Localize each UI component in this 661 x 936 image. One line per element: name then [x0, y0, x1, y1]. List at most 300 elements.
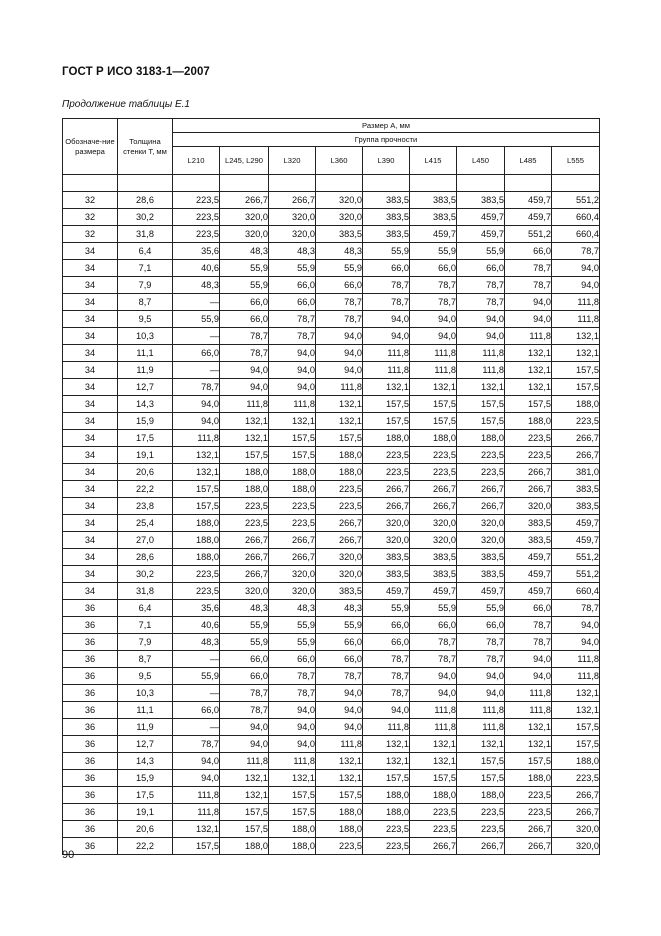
size-value-cell: 157,5	[316, 787, 363, 804]
size-designation-cell: 36	[63, 770, 118, 787]
size-value-cell: 55,9	[316, 617, 363, 634]
size-value-cell: 383,5	[410, 192, 457, 209]
size-value-cell: 132,1	[410, 736, 457, 753]
size-value-cell: 66,0	[363, 634, 410, 651]
size-value-cell: 132,1	[457, 379, 505, 396]
size-value-cell: 266,7	[269, 549, 316, 566]
size-value-cell: 94,0	[173, 396, 220, 413]
document-title: ГОСТ Р ИСО 3183-1—2007	[62, 66, 210, 78]
size-value-cell: 551,2	[552, 192, 600, 209]
size-value-cell: 459,7	[457, 226, 505, 243]
size-value-cell: 55,9	[220, 634, 269, 651]
size-value-cell: 35,6	[173, 600, 220, 617]
wall-thickness-cell: 31,8	[118, 583, 173, 600]
size-value-cell: 132,1	[316, 413, 363, 430]
header-size: Размер А, мм	[173, 119, 600, 133]
size-value-cell: 223,5	[457, 447, 505, 464]
wall-thickness-cell: 23,8	[118, 498, 173, 515]
size-value-cell: 188,0	[269, 821, 316, 838]
header-strength-group: Группа прочности	[173, 133, 600, 147]
size-value-cell: 35,6	[173, 243, 220, 260]
size-value-cell: 111,8	[552, 668, 600, 685]
size-value-cell: 188,0	[220, 464, 269, 481]
size-value-cell: 320,0	[316, 209, 363, 226]
size-value-cell: 40,6	[173, 260, 220, 277]
size-value-cell: 94,0	[269, 736, 316, 753]
size-value-cell: 132,1	[457, 736, 505, 753]
size-value-cell: 66,0	[363, 260, 410, 277]
size-value-cell: 223,5	[410, 804, 457, 821]
size-value-cell: 66,0	[173, 702, 220, 719]
wall-thickness-cell: 15,9	[118, 413, 173, 430]
size-value-cell: 266,7	[363, 498, 410, 515]
size-value-cell: 223,5	[457, 804, 505, 821]
size-value-cell: 383,5	[552, 481, 600, 498]
size-value-cell: 157,5	[363, 396, 410, 413]
size-value-cell: 383,5	[410, 549, 457, 566]
size-value-cell: 132,1	[173, 447, 220, 464]
size-value-cell: 157,5	[457, 413, 505, 430]
size-value-cell: 66,0	[269, 277, 316, 294]
size-value-cell: 111,8	[505, 702, 552, 719]
size-value-cell: 66,0	[457, 260, 505, 277]
size-value-cell: 320,0	[410, 532, 457, 549]
size-value-cell: 94,0	[220, 362, 269, 379]
size-value-cell: 78,7	[220, 702, 269, 719]
size-value-cell: 132,1	[220, 787, 269, 804]
size-value-cell: 132,1	[269, 770, 316, 787]
size-value-cell: 157,5	[269, 804, 316, 821]
size-value-cell: 459,7	[410, 583, 457, 600]
size-value-cell: 320,0	[269, 566, 316, 583]
table-row	[63, 651, 600, 668]
size-value-cell: 157,5	[552, 736, 600, 753]
wall-thickness-cell: 11,9	[118, 719, 173, 736]
table-row	[63, 192, 600, 209]
size-value-cell: 78,7	[173, 379, 220, 396]
size-value-cell: 55,9	[220, 617, 269, 634]
size-value-cell: 660,4	[552, 209, 600, 226]
size-value-cell: 157,5	[410, 770, 457, 787]
table-row	[63, 243, 600, 260]
size-designation-cell: 32	[63, 226, 118, 243]
wall-thickness-cell: 8,7	[118, 294, 173, 311]
size-value-cell: 188,0	[316, 804, 363, 821]
size-value-cell: 157,5	[269, 430, 316, 447]
size-value-cell: 55,9	[269, 260, 316, 277]
size-value-cell: 94,0	[505, 668, 552, 685]
grade-header: L555	[552, 147, 600, 175]
size-value-cell: 383,5	[410, 566, 457, 583]
table-row	[63, 277, 600, 294]
size-value-cell: 157,5	[505, 396, 552, 413]
size-designation-cell: 36	[63, 617, 118, 634]
size-value-cell: 94,0	[269, 362, 316, 379]
size-value-cell: 320,0	[269, 209, 316, 226]
size-value-cell: 111,8	[410, 345, 457, 362]
size-value-cell: 55,9	[269, 617, 316, 634]
size-value-cell: 94,0	[173, 413, 220, 430]
size-value-cell: 383,5	[363, 209, 410, 226]
table-row	[63, 583, 600, 600]
size-value-cell: 94,0	[220, 736, 269, 753]
wall-thickness-cell: 20,6	[118, 821, 173, 838]
size-value-cell: 111,8	[505, 685, 552, 702]
size-value-cell: 111,8	[363, 719, 410, 736]
size-value-cell: 66,0	[173, 345, 220, 362]
header-thickness: Толщина стенки Т, мм	[118, 119, 173, 175]
size-value-cell: 157,5	[363, 770, 410, 787]
size-value-cell: 94,0	[220, 379, 269, 396]
size-value-cell: 157,5	[457, 753, 505, 770]
wall-thickness-cell: 8,7	[118, 651, 173, 668]
size-value-cell: 55,9	[269, 634, 316, 651]
size-value-cell: 66,0	[220, 311, 269, 328]
size-designation-cell: 34	[63, 260, 118, 277]
size-value-cell: 223,5	[457, 821, 505, 838]
size-value-cell: 266,7	[552, 787, 600, 804]
wall-thickness-cell: 30,2	[118, 566, 173, 583]
size-value-cell: 94,0	[552, 277, 600, 294]
size-value-cell: 266,7	[316, 515, 363, 532]
size-value-cell: 188,0	[505, 413, 552, 430]
size-value-cell: 320,0	[552, 838, 600, 855]
size-value-cell: 132,1	[410, 379, 457, 396]
size-designation-cell: 34	[63, 413, 118, 430]
table-row	[63, 226, 600, 243]
wall-thickness-cell: 7,1	[118, 260, 173, 277]
size-value-cell: 551,2	[552, 549, 600, 566]
size-value-cell: 78,7	[269, 311, 316, 328]
table-row	[63, 634, 600, 651]
size-value-cell: 55,9	[173, 668, 220, 685]
size-value-cell: 266,7	[552, 804, 600, 821]
size-value-cell: 266,7	[457, 838, 505, 855]
size-value-cell: 660,4	[552, 583, 600, 600]
size-designation-cell: 34	[63, 430, 118, 447]
table-row	[63, 770, 600, 787]
size-value-cell: 111,8	[316, 736, 363, 753]
size-value-cell: 111,8	[173, 787, 220, 804]
grade-header: L415	[410, 147, 457, 175]
size-value-cell: 94,0	[316, 685, 363, 702]
size-value-cell: 66,0	[269, 651, 316, 668]
size-designation-cell: 36	[63, 702, 118, 719]
size-value-cell: 94,0	[316, 328, 363, 345]
size-value-cell: 78,7	[410, 651, 457, 668]
table-row	[63, 294, 600, 311]
size-value-cell: 188,0	[363, 430, 410, 447]
wall-thickness-cell: 19,1	[118, 447, 173, 464]
size-designation-cell: 34	[63, 396, 118, 413]
size-value-cell: 266,7	[552, 447, 600, 464]
size-value-cell: 266,7	[316, 532, 363, 549]
table-row	[63, 413, 600, 430]
size-value-cell: 111,8	[363, 362, 410, 379]
table-row	[63, 481, 600, 498]
size-value-cell: 266,7	[269, 192, 316, 209]
table-row	[63, 821, 600, 838]
size-value-cell: 111,8	[220, 396, 269, 413]
size-value-cell: 55,9	[410, 600, 457, 617]
size-value-cell: 157,5	[457, 396, 505, 413]
size-value-cell: 157,5	[173, 481, 220, 498]
size-value-cell: 223,5	[505, 447, 552, 464]
size-value-cell: 66,0	[410, 617, 457, 634]
size-value-cell: 320,0	[220, 209, 269, 226]
table-row	[63, 617, 600, 634]
wall-thickness-cell: 22,2	[118, 838, 173, 855]
wall-thickness-cell: 17,5	[118, 787, 173, 804]
size-value-cell: 132,1	[363, 379, 410, 396]
size-value-cell: 188,0	[220, 838, 269, 855]
size-value-cell: 459,7	[552, 532, 600, 549]
size-value-cell: 132,1	[220, 770, 269, 787]
size-value-cell: 94,0	[410, 685, 457, 702]
size-value-cell: 111,8	[316, 379, 363, 396]
size-value-cell: 132,1	[363, 753, 410, 770]
table-row	[63, 804, 600, 821]
wall-thickness-cell: 20,6	[118, 464, 173, 481]
size-value-cell: 266,7	[410, 498, 457, 515]
size-value-cell: 223,5	[220, 498, 269, 515]
size-designation-cell: 34	[63, 243, 118, 260]
size-value-cell: 55,9	[316, 260, 363, 277]
size-value-cell: 132,1	[316, 396, 363, 413]
size-value-cell: 551,2	[552, 566, 600, 583]
wall-thickness-cell: 7,9	[118, 277, 173, 294]
size-value-cell: 459,7	[552, 515, 600, 532]
size-value-cell: 66,0	[316, 634, 363, 651]
size-designation-cell: 36	[63, 838, 118, 855]
size-designation-cell: 32	[63, 192, 118, 209]
size-designation-cell: 34	[63, 464, 118, 481]
wall-thickness-cell: 17,5	[118, 430, 173, 447]
size-value-cell: 157,5	[410, 413, 457, 430]
size-value-cell: 66,0	[220, 668, 269, 685]
grade-header: L210	[173, 147, 220, 175]
wall-thickness-cell: 25,4	[118, 515, 173, 532]
size-value-cell: 132,1	[505, 736, 552, 753]
size-value-cell: 66,0	[505, 600, 552, 617]
size-value-cell: 111,8	[269, 396, 316, 413]
size-value-cell: 132,1	[220, 413, 269, 430]
size-value-cell: 66,0	[410, 260, 457, 277]
wall-thickness-cell: 28,6	[118, 549, 173, 566]
size-value-cell: 381,0	[552, 464, 600, 481]
size-value-cell: 266,7	[457, 481, 505, 498]
table-row	[63, 260, 600, 277]
table-row	[63, 719, 600, 736]
size-value-cell: 383,5	[410, 209, 457, 226]
size-value-cell: 223,5	[173, 209, 220, 226]
size-value-cell: 78,7	[410, 277, 457, 294]
size-value-cell: 94,0	[316, 719, 363, 736]
size-value-cell: 132,1	[316, 753, 363, 770]
table-caption: Продолжение таблицы Е.1	[62, 99, 190, 110]
size-value-cell: 157,5	[269, 787, 316, 804]
size-designation-cell: 36	[63, 668, 118, 685]
size-value-cell: 66,0	[220, 651, 269, 668]
size-value-cell: 48,3	[269, 600, 316, 617]
size-value-cell: 266,7	[552, 430, 600, 447]
size-value-cell: 132,1	[505, 345, 552, 362]
size-designation-cell: 36	[63, 787, 118, 804]
size-value-cell: 223,5	[410, 464, 457, 481]
wall-thickness-cell: 19,1	[118, 804, 173, 821]
size-value-cell: 94,0	[552, 634, 600, 651]
size-value-cell: 78,7	[269, 685, 316, 702]
size-designation-cell: 34	[63, 532, 118, 549]
size-value-cell: 223,5	[269, 498, 316, 515]
size-value-cell: 266,7	[220, 566, 269, 583]
size-value-cell: 66,0	[457, 617, 505, 634]
size-value-cell: 66,0	[269, 294, 316, 311]
size-value-cell: 111,8	[457, 362, 505, 379]
size-value-cell: 223,5	[220, 515, 269, 532]
size-value-cell: 383,5	[457, 566, 505, 583]
size-value-cell: 78,7	[316, 311, 363, 328]
size-value-cell: 383,5	[505, 532, 552, 549]
size-value-cell: 266,7	[505, 838, 552, 855]
size-value-cell: 383,5	[552, 498, 600, 515]
size-value-cell: 188,0	[316, 464, 363, 481]
size-value-cell: 157,5	[220, 821, 269, 838]
size-value-cell: 660,4	[552, 226, 600, 243]
size-value-cell: 78,7	[410, 634, 457, 651]
size-value-cell: 157,5	[457, 770, 505, 787]
table-row	[63, 668, 600, 685]
size-value-cell: 78,7	[505, 617, 552, 634]
wall-thickness-cell: 10,3	[118, 328, 173, 345]
table-row	[63, 447, 600, 464]
wall-thickness-cell: 6,4	[118, 243, 173, 260]
size-value-cell: 188,0	[269, 481, 316, 498]
size-value-cell: 78,7	[363, 685, 410, 702]
size-value-cell: 320,0	[220, 226, 269, 243]
size-value-cell: 78,7	[316, 668, 363, 685]
size-value-cell: —	[173, 362, 220, 379]
size-value-cell: 78,7	[363, 294, 410, 311]
size-value-cell: 459,7	[505, 192, 552, 209]
size-designation-cell: 34	[63, 481, 118, 498]
grade-header: L360	[316, 147, 363, 175]
size-value-cell: 320,0	[316, 192, 363, 209]
size-value-cell: 94,0	[552, 260, 600, 277]
size-value-cell: 132,1	[552, 328, 600, 345]
size-value-cell: 94,0	[363, 702, 410, 719]
size-value-cell: 320,0	[552, 821, 600, 838]
size-value-cell: 132,1	[505, 362, 552, 379]
table-row	[63, 464, 600, 481]
size-value-cell: 223,5	[316, 481, 363, 498]
wall-thickness-cell: 9,5	[118, 311, 173, 328]
size-value-cell: 266,7	[363, 481, 410, 498]
table-row	[63, 787, 600, 804]
size-value-cell: —	[173, 685, 220, 702]
table-row	[63, 566, 600, 583]
size-value-cell: 320,0	[457, 532, 505, 549]
size-value-cell: 266,7	[220, 192, 269, 209]
size-value-cell: 551,2	[505, 226, 552, 243]
size-value-cell: 48,3	[220, 243, 269, 260]
size-value-cell: 66,0	[220, 294, 269, 311]
size-value-cell: 188,0	[363, 804, 410, 821]
size-value-cell: 266,7	[505, 464, 552, 481]
size-value-cell: 111,8	[269, 753, 316, 770]
size-value-cell: 111,8	[410, 719, 457, 736]
size-designation-cell: 34	[63, 515, 118, 532]
size-designation-cell: 36	[63, 753, 118, 770]
size-value-cell: 223,5	[316, 498, 363, 515]
size-value-cell: 188,0	[316, 821, 363, 838]
size-value-cell: 78,7	[220, 345, 269, 362]
size-value-cell: 48,3	[269, 243, 316, 260]
size-value-cell: 157,5	[220, 447, 269, 464]
size-value-cell: 66,0	[316, 651, 363, 668]
size-value-cell: 188,0	[363, 787, 410, 804]
size-value-cell: 320,0	[410, 515, 457, 532]
size-designation-cell: 34	[63, 566, 118, 583]
size-value-cell: 111,8	[173, 804, 220, 821]
size-value-cell: 55,9	[410, 243, 457, 260]
size-value-cell: 48,3	[173, 634, 220, 651]
size-designation-cell: 32	[63, 209, 118, 226]
size-value-cell: 55,9	[220, 260, 269, 277]
size-value-cell: 188,0	[457, 430, 505, 447]
size-value-cell: 223,5	[363, 464, 410, 481]
size-value-cell: 383,5	[316, 226, 363, 243]
size-designation-cell: 36	[63, 600, 118, 617]
size-value-cell: 66,0	[363, 617, 410, 634]
size-value-cell: 320,0	[505, 498, 552, 515]
table-row	[63, 209, 600, 226]
size-value-cell: 132,1	[552, 685, 600, 702]
size-value-cell: 188,0	[173, 549, 220, 566]
size-value-cell: 157,5	[505, 753, 552, 770]
size-value-cell: 94,0	[316, 702, 363, 719]
table-row	[63, 838, 600, 855]
size-value-cell: 320,0	[363, 532, 410, 549]
size-value-cell: 94,0	[410, 668, 457, 685]
size-value-cell: 266,7	[220, 549, 269, 566]
size-value-cell: 157,5	[552, 719, 600, 736]
pipe-size-table	[62, 118, 600, 855]
size-value-cell: 94,0	[552, 617, 600, 634]
table-row	[63, 498, 600, 515]
grade-header: L450	[457, 147, 505, 175]
size-value-cell: 94,0	[173, 770, 220, 787]
size-value-cell: 188,0	[505, 770, 552, 787]
table-row	[63, 600, 600, 617]
size-value-cell: 55,9	[173, 311, 220, 328]
size-value-cell: 132,1	[220, 430, 269, 447]
size-value-cell: 383,5	[363, 566, 410, 583]
size-value-cell: 266,7	[269, 532, 316, 549]
table-row	[63, 311, 600, 328]
size-value-cell: 94,0	[269, 702, 316, 719]
size-value-cell: 111,8	[505, 328, 552, 345]
wall-thickness-cell: 30,2	[118, 209, 173, 226]
size-designation-cell: 36	[63, 634, 118, 651]
size-value-cell: 223,5	[316, 838, 363, 855]
size-value-cell: 188,0	[552, 753, 600, 770]
size-value-cell: 320,0	[363, 515, 410, 532]
size-value-cell: 48,3	[316, 243, 363, 260]
size-value-cell: 383,5	[363, 549, 410, 566]
size-value-cell: 40,6	[173, 617, 220, 634]
wall-thickness-cell: 7,1	[118, 617, 173, 634]
